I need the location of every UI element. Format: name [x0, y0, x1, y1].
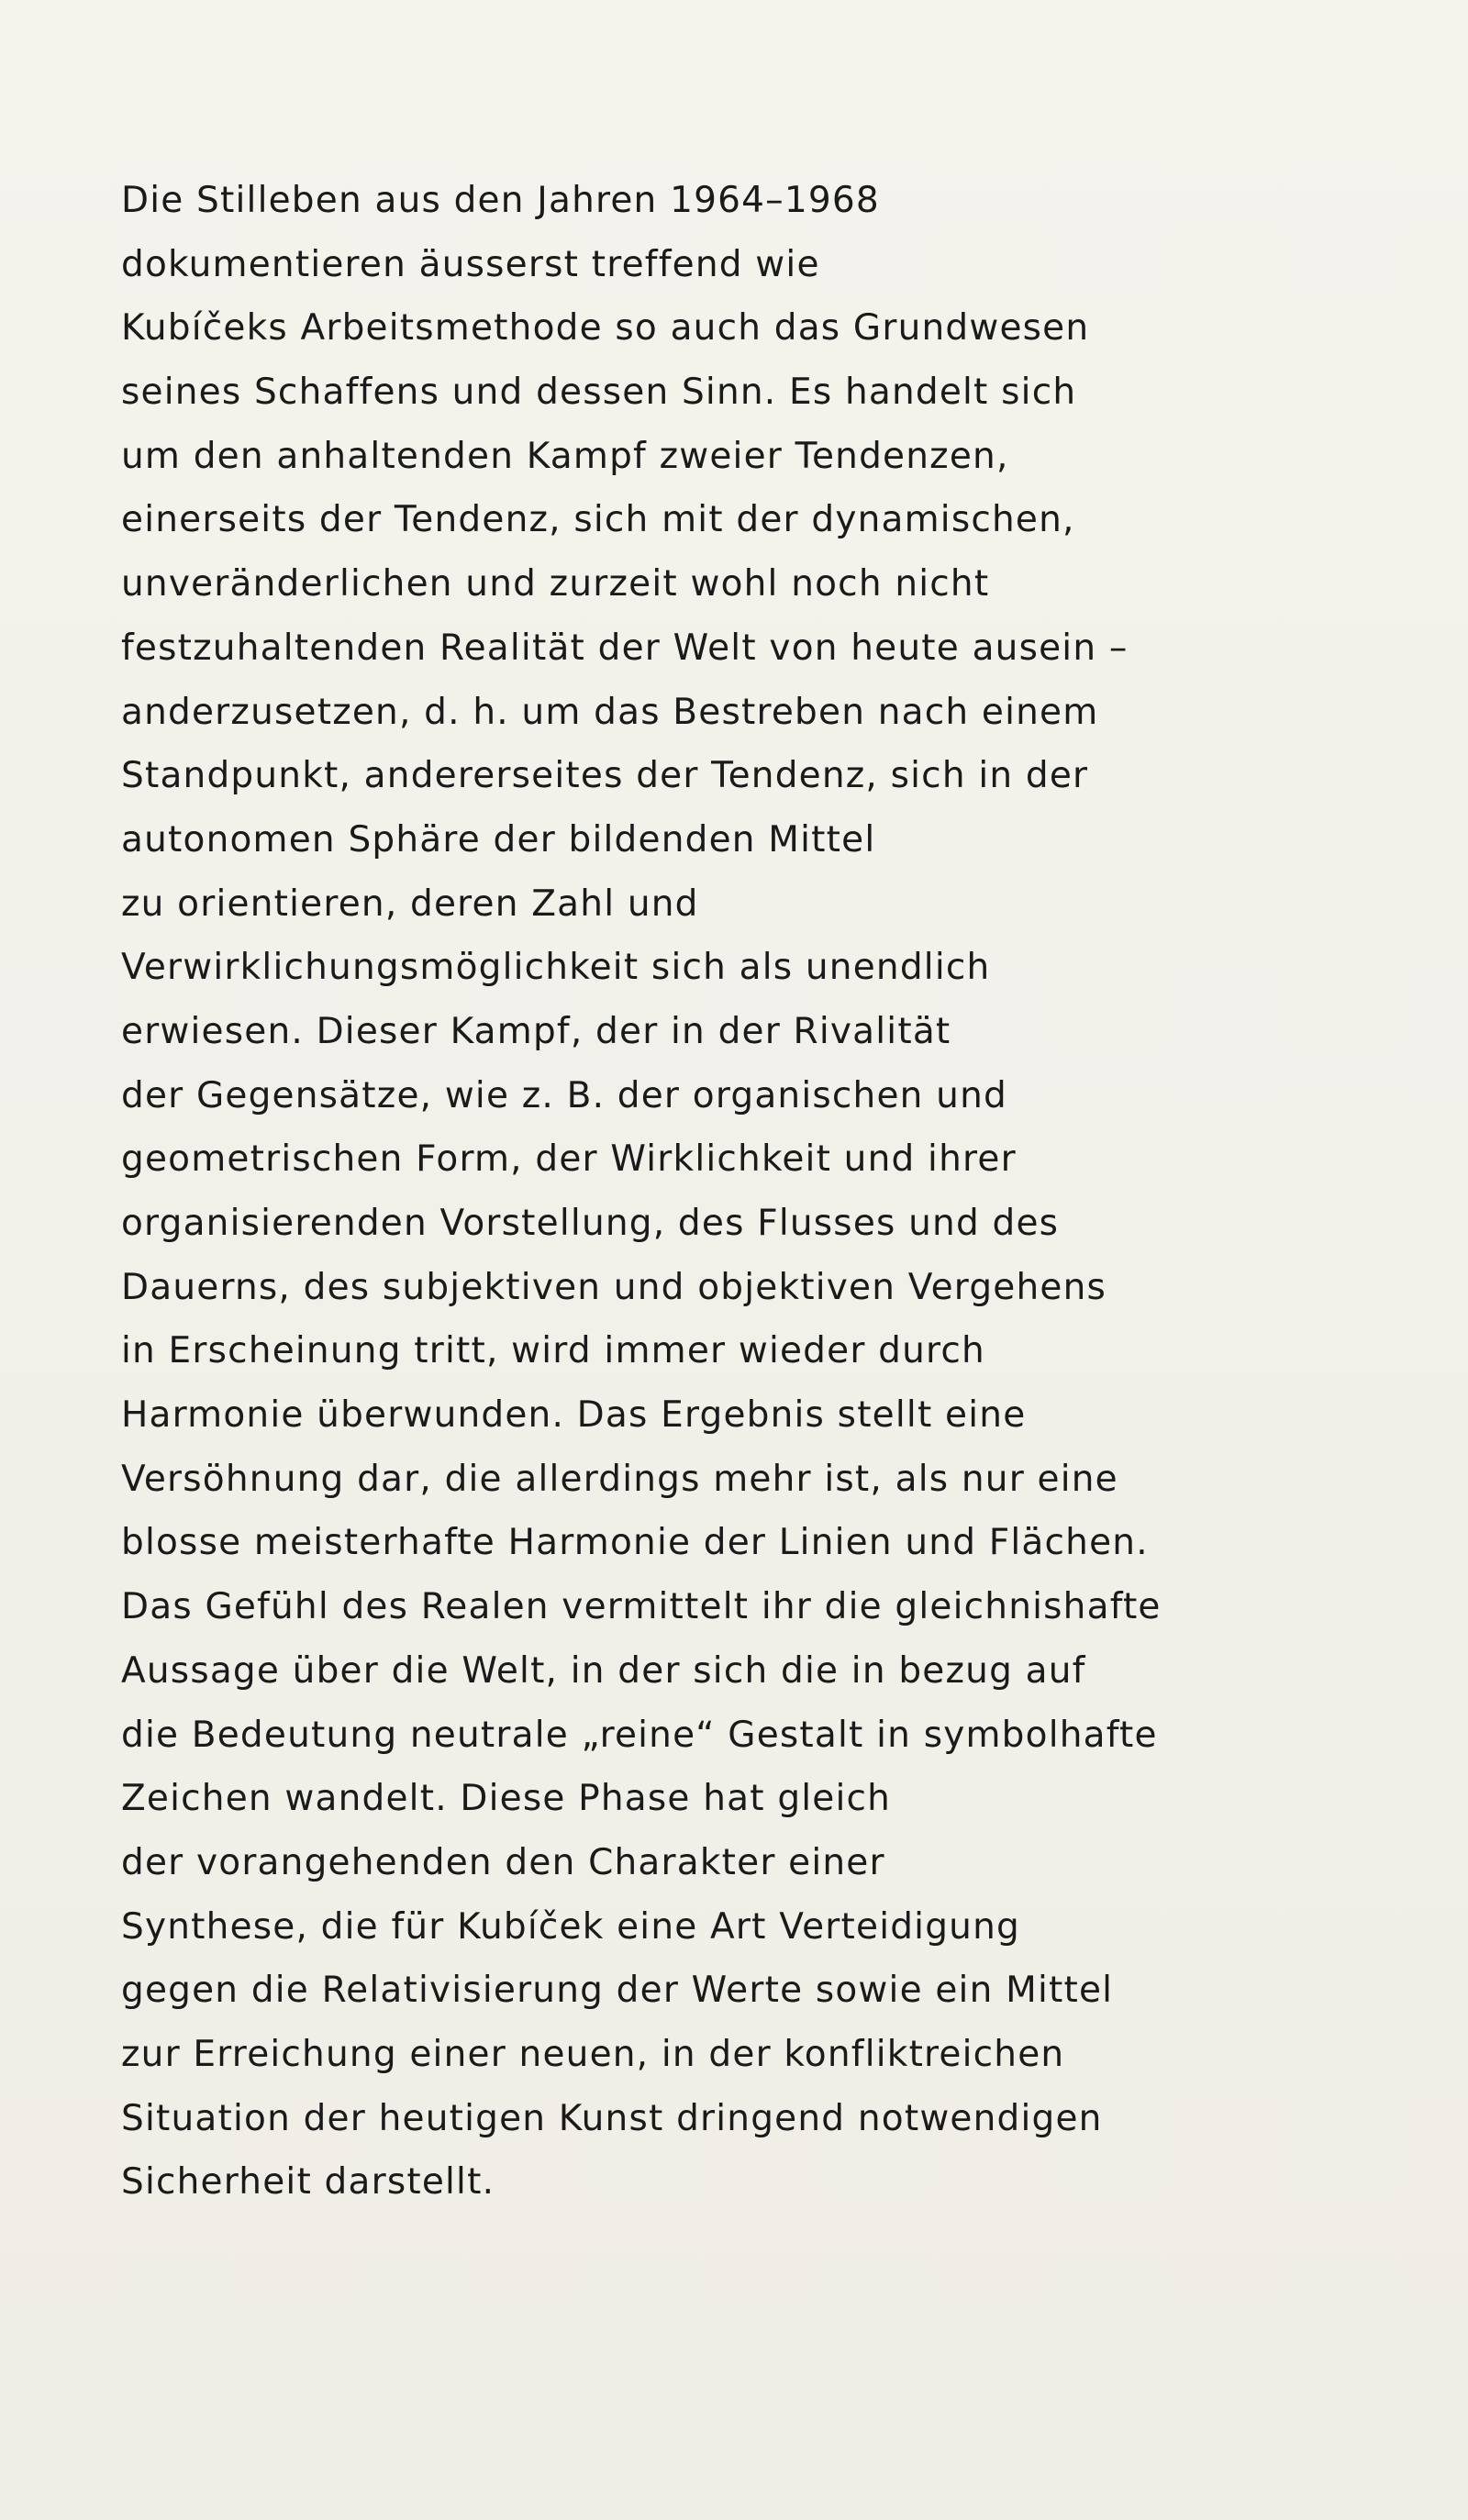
text-line: festzuhaltenden Realität der Welt von heute ausein –: [121, 627, 1129, 669]
text-line: Synthese, die für Kubíček eine Art Verteidigung: [121, 1905, 1020, 1948]
text-line: geometrischen Form, der Wirklichkeit und ihrer: [121, 1138, 1017, 1181]
text-line: Versöhnung dar, die allerdings mehr ist, als nur eine: [121, 1458, 1118, 1500]
text-line: zu orientieren, deren Zahl und: [121, 883, 699, 925]
text-line: Verwirklichungsmöglichkeit sich als unendlich: [121, 947, 991, 989]
text-line: organisierenden Vorstellung, des Flusses und des: [121, 1203, 1060, 1244]
text-line: unveränderlichen und zurzeit wohl noch nicht: [121, 563, 990, 605]
text-line: anderzusetzen, d. h. um das Bestreben nach einem: [121, 691, 1099, 733]
text-line: um den anhaltenden Kampf zweier Tendenzen,: [121, 435, 1009, 477]
text-line: dokumentieren äusserst treffend wie: [121, 243, 820, 285]
text-line: Die Stilleben aus den Jahren 1964–1968: [121, 180, 880, 221]
text-line: der Gegensätze, wie z. B. der organischen und: [121, 1074, 1007, 1116]
text-line: Standpunkt, andererseites der Tendenz, sich in der: [121, 755, 1089, 797]
text-line: die Bedeutung neutrale „reine“ Gestalt in symbolhafte: [121, 1714, 1158, 1756]
text-line: erwiesen. Dieser Kampf, der in der Rivalität: [121, 1010, 951, 1052]
body-text: [121, 169, 1314, 2215]
text-line: Zeichen wandelt. Diese Phase hat gleich: [121, 1778, 892, 1820]
text-line: Sicherheit darstellt.: [121, 2161, 495, 2204]
text-line: Aussage über die Welt, in der sich die in bezug auf: [121, 1649, 1086, 1692]
text-line: Situation der heutigen Kunst dringend notwendigen: [121, 2097, 1103, 2139]
text-line: einerseits der Tendenz, sich mit der dynamischen,: [121, 499, 1075, 541]
text-line: Das Gefühl des Realen vermittelt ihr die gleichnishafte: [121, 1586, 1162, 1628]
text-line: Dauerns, des subjektiven und objektiven Vergehens: [121, 1266, 1107, 1308]
text-line: Harmonie überwunden. Das Ergebnis stellt eine: [121, 1394, 1027, 1437]
text-line: autonomen Sphäre der bildenden Mittel: [121, 818, 876, 860]
text-line: gegen die Relativisierung der Werte sowie ein Mittel: [121, 1970, 1114, 2012]
text-line: seines Schaffens und dessen Sinn. Es handelt sich: [121, 372, 1077, 414]
text-line: zur Erreichung einer neuen, in der konfliktreichen: [121, 2033, 1065, 2075]
text-line: in Erscheinung tritt, wird immer wieder durch: [121, 1330, 985, 1372]
text-line: blosse meisterhafte Harmonie der Linien und Flächen.: [121, 1522, 1149, 1564]
text-line: Kubíčeks Arbeitsmethode so auch das Grundwesen: [121, 307, 1090, 350]
text-line: der vorangehenden den Charakter einer: [121, 1841, 885, 1883]
